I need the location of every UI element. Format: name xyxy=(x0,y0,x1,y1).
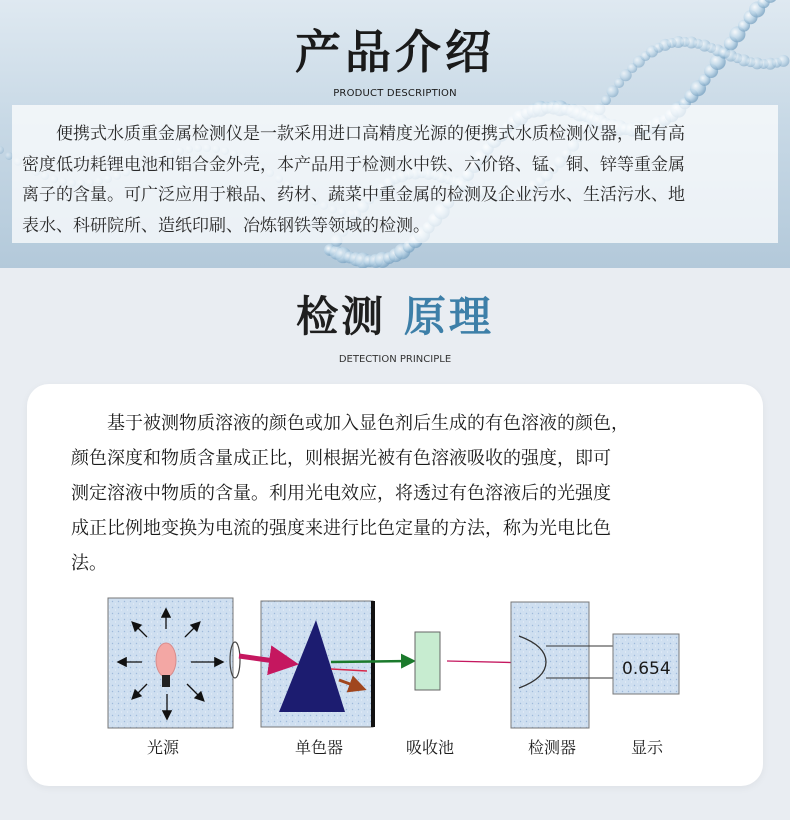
principle-line: 颜色深度和物质含量成正比，则根据光被有色溶液吸收的强度，即可 xyxy=(71,448,611,469)
monochromator-box xyxy=(261,601,373,727)
principle-subtitle: DETECTION PRINCIPLE xyxy=(338,354,452,365)
label-display: 显示 xyxy=(630,738,664,757)
display-readout: 0.654 xyxy=(622,659,671,679)
principle-line: 成正比例地变换为电流的强度来进行比色定量的方法，称为光电比色 xyxy=(71,518,611,539)
intro-line: 密度低功耗锂电池和铝合金外壳，本产品用于检测水中铁、六价铬、锰、铜、锌等重金属 xyxy=(22,154,685,175)
intro-title: 产品介绍 xyxy=(295,25,495,79)
label-light-source: 光源 xyxy=(146,738,180,757)
photometer-diagram xyxy=(27,384,763,786)
principle-line: 测定溶液中物质的含量。利用光电效应，将透过有色溶液后的光强度 xyxy=(71,483,611,504)
green-beam-arrow xyxy=(331,661,411,662)
principle-title xyxy=(0,284,790,344)
principle-line: 基于被测物质溶液的颜色或加入显色剂后生成的有色溶液的颜色， xyxy=(107,413,629,434)
product-intro-banner xyxy=(0,0,790,268)
principle-line: 法。 xyxy=(71,553,107,574)
label-absorption-cell: 吸收池 xyxy=(405,738,455,757)
principle-card xyxy=(27,384,763,786)
intro-line: 离子的含量。可广泛应用于粮品、药材、蔬菜中重金属的检测及企业污水、生活污水、地 xyxy=(22,185,685,205)
dna-bead xyxy=(0,146,4,154)
label-detector: 检测器 xyxy=(527,738,577,757)
intro-line: 便携式水质重金属检测仪是一款采用进口高精度光源的便携式水质检测仪器，配有高 xyxy=(56,124,685,144)
intro-line: 表水、科研院所、造纸印刷、冶炼钢铁等领域的检测。 xyxy=(22,215,430,236)
principle-title-accent: 原理 xyxy=(403,292,494,341)
detector-box xyxy=(511,602,613,728)
principle-title-main: 检测 xyxy=(296,292,387,341)
absorption-cell xyxy=(415,632,440,690)
label-monochromator: 单色器 xyxy=(294,738,344,757)
intro-subtitle: PRODUCT DESCRIPTION xyxy=(333,88,457,99)
intro-description xyxy=(12,105,778,243)
